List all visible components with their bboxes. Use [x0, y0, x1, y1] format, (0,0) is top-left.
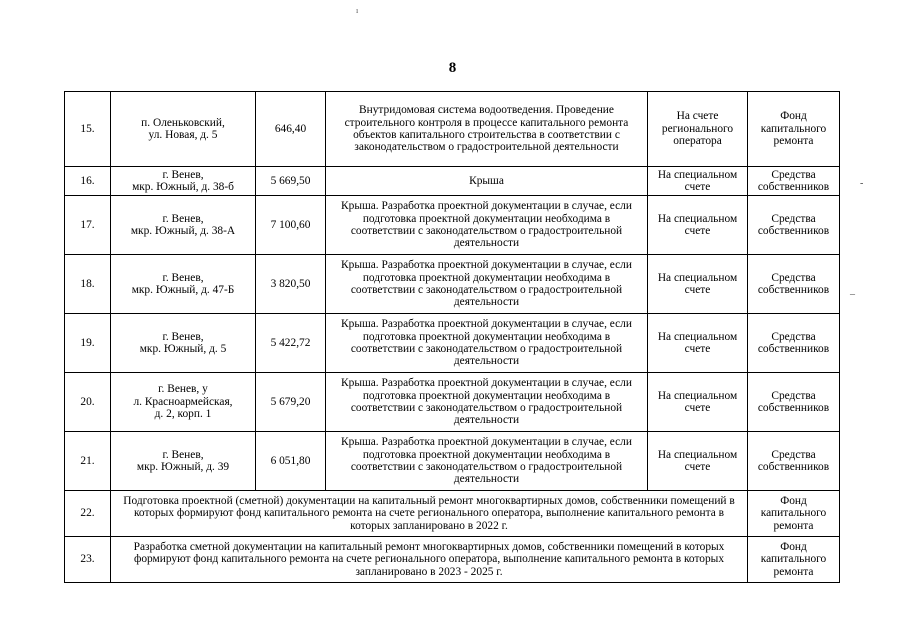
amount-cell: 5 669,50 [256, 167, 326, 196]
address-cell: г. Венев, мкр. Южный, д. 39 [111, 432, 256, 491]
funding-source-cell: Средства собственников [748, 255, 840, 314]
table-row [65, 491, 840, 537]
table-row [65, 167, 840, 196]
row-number: 18. [65, 255, 111, 314]
amount-cell: 7 100,60 [256, 196, 326, 255]
amount-cell: 3 820,50 [256, 255, 326, 314]
funding-source-cell: Средства собственников [748, 373, 840, 432]
table-row [65, 92, 840, 167]
address-cell: п. Оленьковский, ул. Новая, д. 5 [111, 92, 256, 167]
work-type-cell: Внутридомовая система водоотведения. Проведение строительного контроля в процессе капитального ремонта объектов капитального строительства в соответствии с законодательством о градостроительной деятельности [326, 92, 648, 167]
funding-source-cell: Средства собственников [748, 432, 840, 491]
margin-mark: – [850, 289, 855, 300]
amount-cell: 6 051,80 [256, 432, 326, 491]
account-type-cell: На специальном счете [648, 314, 748, 373]
row-number: 21. [65, 432, 111, 491]
work-type-cell: Крыша. Разработка проектной документации в случае, если подготовка проектной документации необходима в соответствии с законодательством о градостроительной деятельности [326, 373, 648, 432]
work-type-cell: Крыша. Разработка проектной документации в случае, если подготовка проектной документации необходима в соответствии с законодательством о градостроительной деятельности [326, 314, 648, 373]
row-number: 22. [65, 491, 111, 537]
account-type-cell: На счете регионального оператора [648, 92, 748, 167]
row-number: 15. [65, 92, 111, 167]
repair-works-table [64, 91, 840, 583]
work-type-cell: Крыша. Разработка проектной документации в случае, если подготовка проектной документации необходима в соответствии с законодательством о градостроительной деятельности [326, 196, 648, 255]
work-type-cell: Крыша [326, 167, 648, 196]
row-number: 19. [65, 314, 111, 373]
funding-source-cell: Фонд капитального ремонта [748, 92, 840, 167]
amount-cell: 646,40 [256, 92, 326, 167]
work-description-cell: Разработка сметной документации на капитальный ремонт многоквартирных домов, собственники помещений в которых формируют фонд капитального ремонта на счете регионального оператора, выполнение капитального ремонта в которых запланировано в 2023 - 2025 г. [111, 537, 748, 583]
account-type-cell: На специальном счете [648, 167, 748, 196]
address-cell: г. Венев, у л. Красноармейская, д. 2, корп. 1 [111, 373, 256, 432]
funding-source-cell: Фонд капитального ремонта [748, 491, 840, 537]
page-number: 8 [448, 60, 457, 76]
address-cell: г. Венев, мкр. Южный, д. 38-А [111, 196, 256, 255]
amount-cell: 5 422,72 [256, 314, 326, 373]
row-number: 20. [65, 373, 111, 432]
row-number: 16. [65, 167, 111, 196]
row-number: 17. [65, 196, 111, 255]
amount-cell: 5 679,20 [256, 373, 326, 432]
funding-source-cell: Средства собственников [748, 314, 840, 373]
work-type-cell: Крыша. Разработка проектной документации в случае, если подготовка проектной документации необходима в соответствии с законодательством о градостроительной деятельности [326, 255, 648, 314]
table-row [65, 537, 840, 583]
account-type-cell: На специальном счете [648, 373, 748, 432]
funding-source-cell: Фонд капитального ремонта [748, 537, 840, 583]
address-cell: г. Венев, мкр. Южный, д. 5 [111, 314, 256, 373]
address-cell: г. Венев, мкр. Южный, д. 38-б [111, 167, 256, 196]
account-type-cell: На специальном счете [648, 432, 748, 491]
work-type-cell: Крыша. Разработка проектной документации в случае, если подготовка проектной документации необходима в соответствии с законодательством о градостроительной деятельности [326, 432, 648, 491]
funding-source-cell: Средства собственников [748, 167, 840, 196]
table-row [65, 432, 840, 491]
funding-source-cell: Средства собственников [748, 196, 840, 255]
table-row [65, 255, 840, 314]
table-row [65, 314, 840, 373]
account-type-cell: На специальном счете [648, 196, 748, 255]
address-cell: г. Венев, мкр. Южный, д. 47-Б [111, 255, 256, 314]
account-type-cell: На специальном счете [648, 255, 748, 314]
work-description-cell: Подготовка проектной (сметной) документации на капитальный ремонт многоквартирных домов, собственники помещений в которых формируют фонд капитального ремонта на счете регионального оператора, выполнение капитального ремонта в которых запланировано в 2022 г. [111, 491, 748, 537]
table-row [65, 373, 840, 432]
scan-mark: ı [356, 6, 359, 15]
row-number: 23. [65, 537, 111, 583]
table-row [65, 196, 840, 255]
margin-mark: - [860, 178, 864, 189]
